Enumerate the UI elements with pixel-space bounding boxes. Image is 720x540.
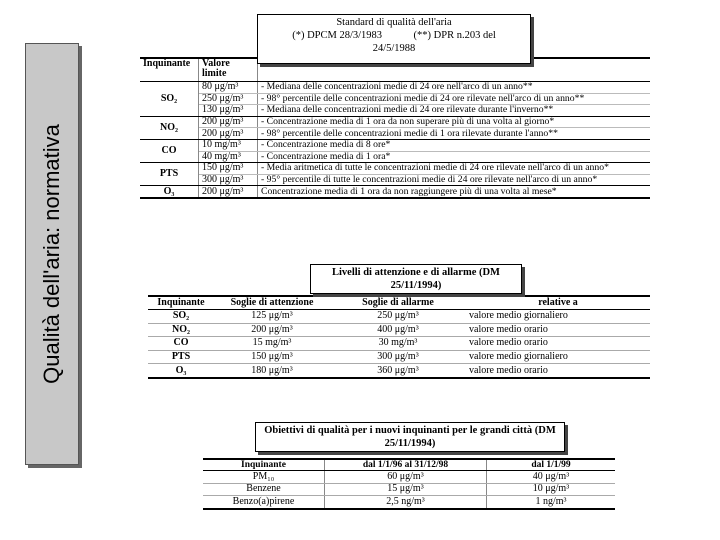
standard-callout <box>257 14 531 64</box>
t2-header-relative: relative a <box>466 296 650 310</box>
table-row <box>140 174 650 186</box>
t1-val: 300 μg/m³ <box>199 174 258 186</box>
table-row <box>148 350 650 364</box>
t1-pol-co: CO <box>140 139 199 162</box>
t1-val: 150 μg/m³ <box>199 163 258 175</box>
table-row <box>140 82 650 94</box>
t2-header-inquinante: Inquinante <box>148 296 214 310</box>
t3-a: 60 μg/m³ <box>325 471 487 484</box>
t1-pol-so2: SO₂ <box>140 82 199 117</box>
t3-pol: Benzo(a)pirene <box>203 496 325 509</box>
t2-all: 360 μg/m³ <box>377 364 419 376</box>
t2-att: 200 μg/m³ <box>214 323 330 337</box>
t2-rel: valore medio giornaliero <box>466 350 650 364</box>
t1-val: 200 μg/m³ <box>199 116 258 128</box>
table-row <box>140 116 650 128</box>
table-row <box>140 139 650 151</box>
t2-header-attenzione: Soglie di attenzione <box>214 296 330 310</box>
table-row <box>140 93 650 105</box>
t1-val: 10 mg/m³ <box>199 139 258 151</box>
t2-att: 150 μg/m³ <box>214 350 330 364</box>
t2-rel: valore medio giornaliero <box>466 310 650 324</box>
t2-att: 125 μg/m³ <box>214 310 330 324</box>
t1-rel: - Concentrazione media di 1 ora da non superare più di una volta al giorno* <box>258 116 651 128</box>
table-row <box>148 364 650 378</box>
objectives-callout-line1: Obiettivi di qualità per i nuovi inquinanti per le grandi città (DM <box>264 425 556 436</box>
sidebar-title-box <box>25 43 79 465</box>
t2-rel: valore medio orario <box>466 337 650 351</box>
t1-header-valore: Valore limite <box>199 58 258 82</box>
t1-rel: - Mediana delle concentrazioni medie di 24 ore nell'arco di un anno** <box>258 82 651 94</box>
t3-b: 10 μg/m³ <box>487 483 616 496</box>
table-row <box>203 471 615 484</box>
standard-callout-line3: 24/5/1988 <box>372 43 416 54</box>
t1-pol-no2: NO₂ <box>140 116 199 139</box>
t1-val: 40 mg/m³ <box>199 151 258 163</box>
t1-rel: - 95° percentile di tutte le concentrazioni medie di 24 ore rilevate nell'arco di un anno* <box>258 174 651 186</box>
t1-rel: - 98° percentile delle concentrazioni medie di 24 ore rilevate nell'arco di un anno** <box>258 93 651 105</box>
t1-pol-pts: PTS <box>140 163 199 186</box>
table-row <box>203 496 615 509</box>
t3-pol: Benzene <box>203 483 325 496</box>
t3-b: 40 μg/m³ <box>487 471 616 484</box>
alert-callout-line1: Livelli di attenzione e di allarme (DM <box>332 267 500 278</box>
t1-rel: - Mediana delle concentrazioni medie di 24 ore rilevate durante l'inverno** <box>258 105 651 117</box>
objectives-callout-line2: 25/11/1994) <box>384 438 436 449</box>
t2-rel: valore medio orario <box>469 364 548 376</box>
table-row <box>148 323 650 337</box>
table-row <box>140 186 650 198</box>
table-row <box>148 337 650 351</box>
t3-header-period2: dal 1/1/99 <box>487 459 616 471</box>
t2-rel: valore medio orario <box>466 323 650 337</box>
standard-callout-line1: Standard di qualità dell'aria <box>336 17 452 28</box>
t2-all: 30 mg/m³ <box>330 337 466 351</box>
sidebar-title: Qualità dell'aria: normativa <box>39 124 64 384</box>
alert-callout <box>310 264 522 294</box>
t1-val: 250 μg/m³ <box>199 93 258 105</box>
t2-header-allarme: Soglie di allarme <box>330 296 466 310</box>
table-row <box>140 105 650 117</box>
t1-pol-o3: O₃ <box>140 186 199 198</box>
table-row <box>140 163 650 175</box>
table-row <box>148 310 650 324</box>
t1-val: 130 μg/m³ <box>199 105 258 117</box>
alert-thresholds-table <box>148 295 650 379</box>
t2-pol: SO₂ <box>148 310 214 324</box>
t1-rel: - 98° percentile delle concentrazioni medie di 1 ora rilevate durante l'anno** <box>258 128 651 140</box>
t1-val: 200 μg/m³ <box>199 128 258 140</box>
table-row <box>140 151 650 163</box>
t1-val: 200 μg/m³ <box>199 186 258 198</box>
t1-rel: - Media aritmetica di tutte le concentrazioni medie di 24 ore rilevate nell'arco di un anno* <box>258 163 651 175</box>
t3-header-inquinante: Inquinante <box>203 459 325 471</box>
alert-callout-line2: 25/11/1994) <box>390 280 442 291</box>
table-row <box>203 483 615 496</box>
t3-a: 2,5 ng/m³ <box>325 496 487 509</box>
t1-rel: - Concentrazione media di 8 ore* <box>258 139 651 151</box>
table-row <box>140 128 650 140</box>
t2-all: 400 μg/m³ <box>330 323 466 337</box>
t2-pol: O₃ <box>175 364 187 376</box>
t2-att: 180 μg/m³ <box>251 364 293 376</box>
t1-rel: Concentrazione media di 1 ora da non raggiungere più di una volta al mese* <box>261 185 557 197</box>
standard-callout-line2: (*) DPCM 28/3/1983 (**) DPR n.203 del <box>292 30 496 41</box>
objectives-callout <box>255 422 565 452</box>
t1-rel: - Concentrazione media di 1 ora* <box>258 151 651 163</box>
t2-pol: CO <box>148 337 214 351</box>
t2-pol: NO₂ <box>148 323 214 337</box>
t3-b: 1 ng/m³ <box>535 495 567 507</box>
t3-pol: PM₁₀ <box>203 471 325 484</box>
t2-att: 15 mg/m³ <box>214 337 330 351</box>
standards-table <box>140 57 650 199</box>
t1-header-inquinante: Inquinante <box>140 58 199 82</box>
t1-val: 80 μg/m³ <box>199 82 258 94</box>
t2-pol: PTS <box>148 350 214 364</box>
quality-objectives-table <box>203 458 615 510</box>
t2-all: 300 μg/m³ <box>330 350 466 364</box>
t3-header-period1: dal 1/1/96 al 31/12/98 <box>325 459 487 471</box>
t3-a: 15 μg/m³ <box>325 483 487 496</box>
t2-all: 250 μg/m³ <box>330 310 466 324</box>
